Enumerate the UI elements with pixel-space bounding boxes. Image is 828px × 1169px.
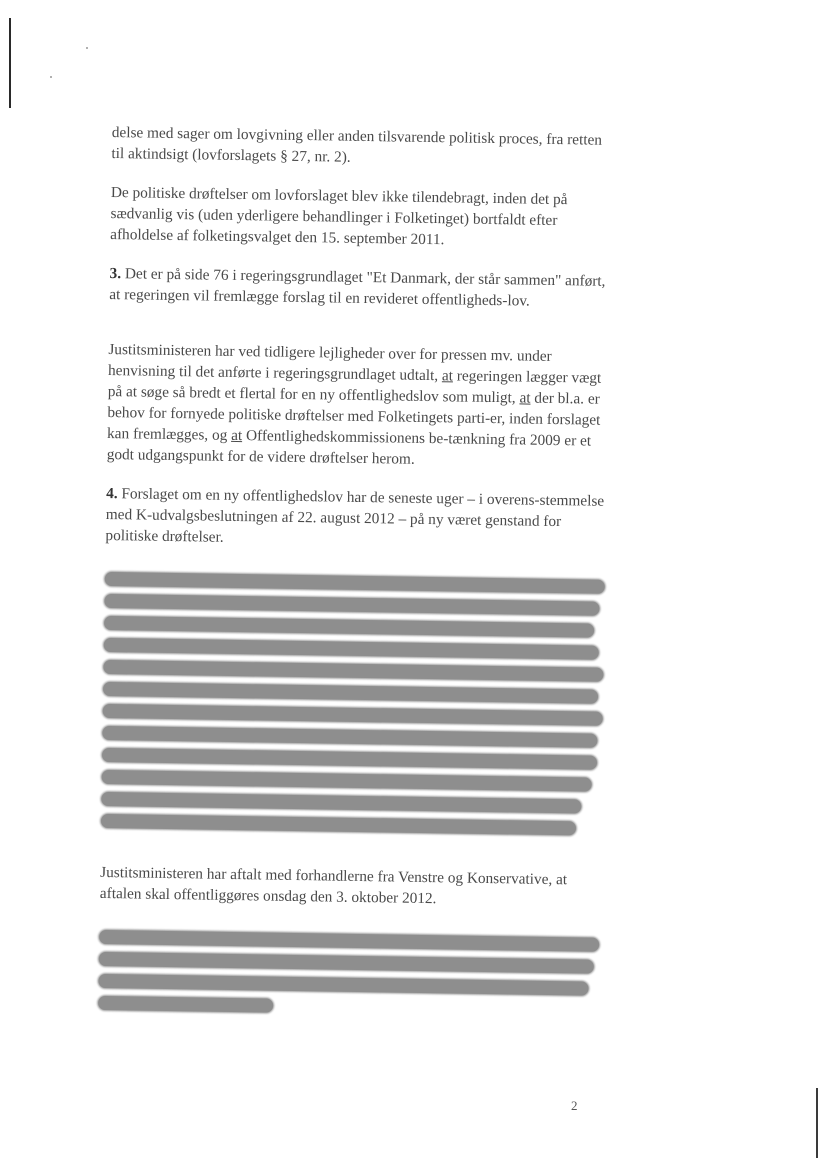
redaction-bar: [98, 996, 273, 1013]
redaction-bar: [104, 638, 599, 660]
text-run: Offentlighedskommissionens be-tænkning fra 2009 er et godt udgangspunkt for de videre drøftelser herom.: [106, 427, 592, 468]
redaction-block: [98, 930, 599, 1018]
redaction-bar: [101, 792, 581, 814]
underlined-at: at: [519, 389, 531, 407]
paragraph-3: [109, 263, 610, 313]
redaction-bar: [99, 952, 594, 974]
paragraph-justitsministeren: [107, 339, 609, 473]
scan-edge-left: [9, 18, 11, 108]
paragraph-text: Forslaget om en ny offentlighedslov har de seneste uger – i overens-stemmelse med K-udvalgsbeslutningen af 22. august 2012 – på ny været genstand for politiske drøftelser.: [105, 485, 605, 546]
redaction-bar: [103, 682, 598, 704]
scan-speck: [86, 47, 88, 49]
redaction-bar: [103, 660, 603, 682]
underlined-at: at: [231, 426, 243, 445]
paragraph-number: 4.: [106, 484, 118, 503]
redaction-bar: [104, 616, 594, 638]
text-run: Justitsministeren har ved tidligere lejligheder over for pressen mv. under henvisning til det anførte i regeringsgrundlaget udtalt,: [107, 340, 552, 385]
redaction-bar: [103, 704, 603, 726]
page-number: 2: [571, 1098, 578, 1113]
redaction-bar: [105, 572, 605, 594]
paragraph-continuation: delse med sager om lovgivning eller anden tilsvarende politisk proces, fra retten til aktindsigt (lovforslagets § 27, nr. 2).: [111, 123, 603, 166]
document-page: [98, 122, 612, 1026]
redaction-bar: [102, 748, 597, 770]
redaction-bar: [104, 594, 599, 616]
redaction-bar: [99, 930, 599, 952]
text-run: regeringen lægger vægt på at søge så bredt et flertal for en ny offentlighedslov som muligt,: [107, 367, 602, 407]
text-run: der bl.a. er behov for fornyede politiske drøftelser med Folketingets parti-er, inden forslaget kan fremlægges, og: [106, 389, 601, 444]
redaction-bar: [102, 770, 592, 792]
paragraph-aftale: Justitsministeren har aftalt med forhandlerne fra Venstre og Konservative, at aftalen skal offentliggøres onsdag den 3. oktober 2012.: [99, 863, 568, 908]
redaction-bar: [101, 814, 576, 835]
paragraph-number: 3.: [109, 264, 122, 283]
redaction-bar: [98, 974, 588, 996]
paragraph-4: [105, 483, 606, 554]
redaction-block: [101, 572, 605, 836]
paragraph-text: Det er på side 76 i regeringsgrundlaget "Et Danmark, der står sammen" anført, at regeringen vil fremlægge forslag til en revideret offentligheds-lov.: [109, 265, 606, 310]
underlined-at: at: [441, 367, 454, 385]
paragraph-drøftelser: De politiske drøftelser om lovforslaget blev ikke tilendebragt, inden det på sædvanlig vis (uden yderligere behandlinger i Folketinget) bortfaldt efter afholdelse af folketingsvalget den 15. september 2011.: [110, 183, 568, 249]
redaction-bar: [102, 726, 597, 748]
scan-speck: [50, 76, 52, 78]
scan-edge-right: [816, 1088, 818, 1158]
